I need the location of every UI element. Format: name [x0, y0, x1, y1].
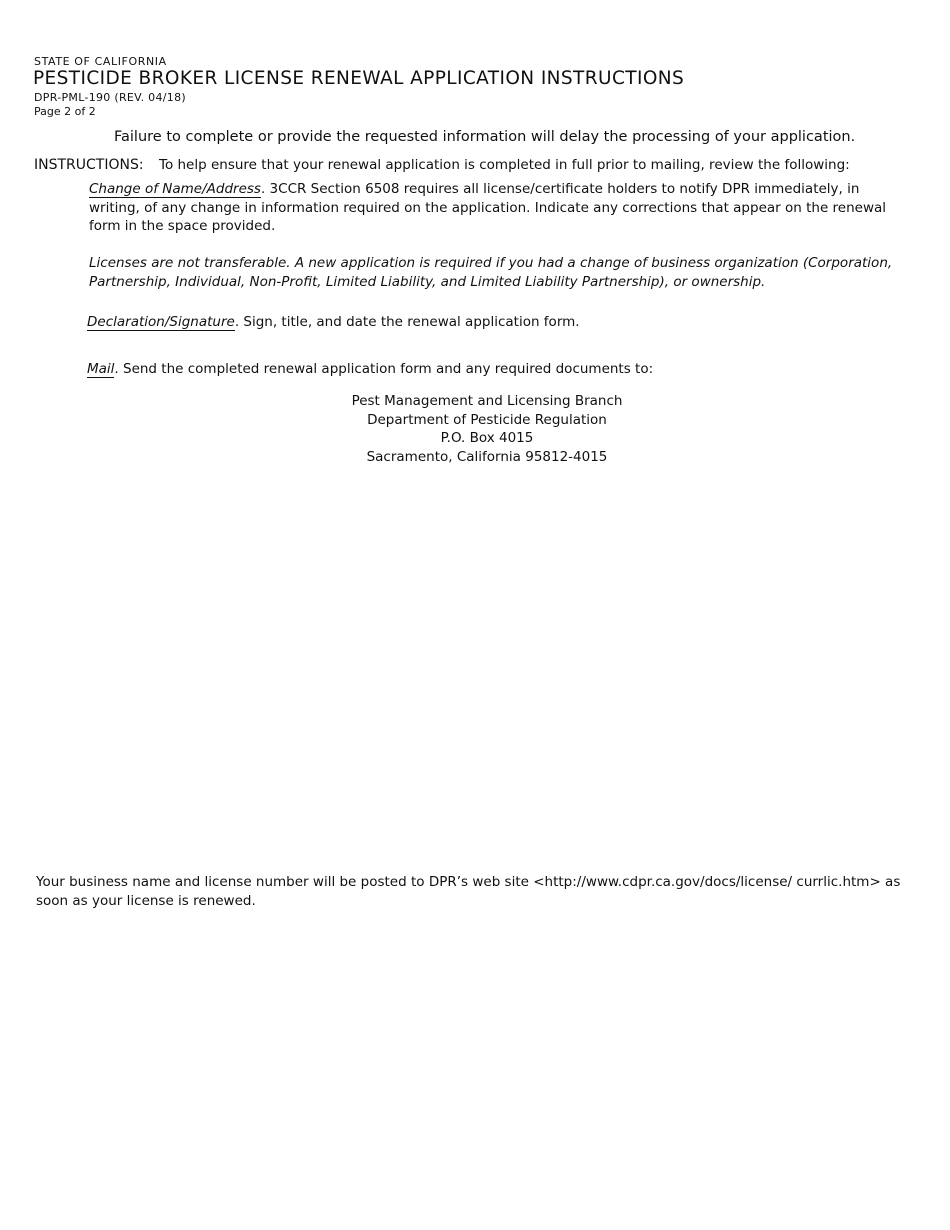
state-heading: STATE OF CALIFORNIA: [34, 55, 167, 68]
licenses-not-transferable-text: Licenses are not transferable. A new application is required if you had a change of business organization (Corporation, Partnership, Individual, Non-Profit, Limited Liability, and Limited Liability Partnership), or ownership.: [89, 255, 893, 290]
change-of-name-address-heading: Change of Name/Address: [89, 181, 261, 197]
mail-heading: Mail: [87, 361, 115, 377]
address-line-city: Sacramento, California 95812-4015: [366, 448, 608, 465]
address-line-department: Department of Pesticide Regulation: [367, 411, 607, 428]
change-of-name-address-text: . 3CCR Section 6508 requires all license/certificate holders to notify DPR immediately, in writing, of any change in information required on the application. Indicate any corrections that appear on the renewal form in the space provided.: [89, 181, 887, 234]
form-number: DPR-PML-190 (REV. 04/18): [34, 91, 186, 104]
declaration-signature-text: . Sign, title, and date the renewal application form.: [234, 314, 580, 330]
footer-website-note: Your business name and license number will be posted to DPR’s web site <http://www.cdpr.ca.gov/docs/license/ currlic.htm> as soon as your license is renewed.: [36, 874, 901, 909]
mail-section: [87, 361, 653, 377]
address-line-po-box: P.O. Box 4015: [440, 430, 534, 446]
instructions-intro: To help ensure that your renewal application is completed in full prior to mailing, review the following:: [159, 157, 850, 173]
declaration-signature-heading: Declaration/Signature: [87, 314, 235, 330]
mailing-address: [287, 392, 687, 466]
address-line-branch: Pest Management and Licensing Branch: [351, 393, 623, 409]
instructions-label: INSTRUCTIONS:: [34, 157, 144, 173]
change-of-name-address-section: [89, 180, 897, 236]
declaration-signature-section: [87, 314, 580, 330]
document-title: PESTICIDE BROKER LICENSE RENEWAL APPLICATION INSTRUCTIONS: [33, 68, 685, 89]
page-number: Page 2 of 2: [34, 105, 96, 118]
failure-notice: Failure to complete or provide the requested information will delay the processing of your application.: [114, 129, 856, 145]
mail-text: . Send the completed renewal application form and any required documents to:: [114, 361, 654, 377]
